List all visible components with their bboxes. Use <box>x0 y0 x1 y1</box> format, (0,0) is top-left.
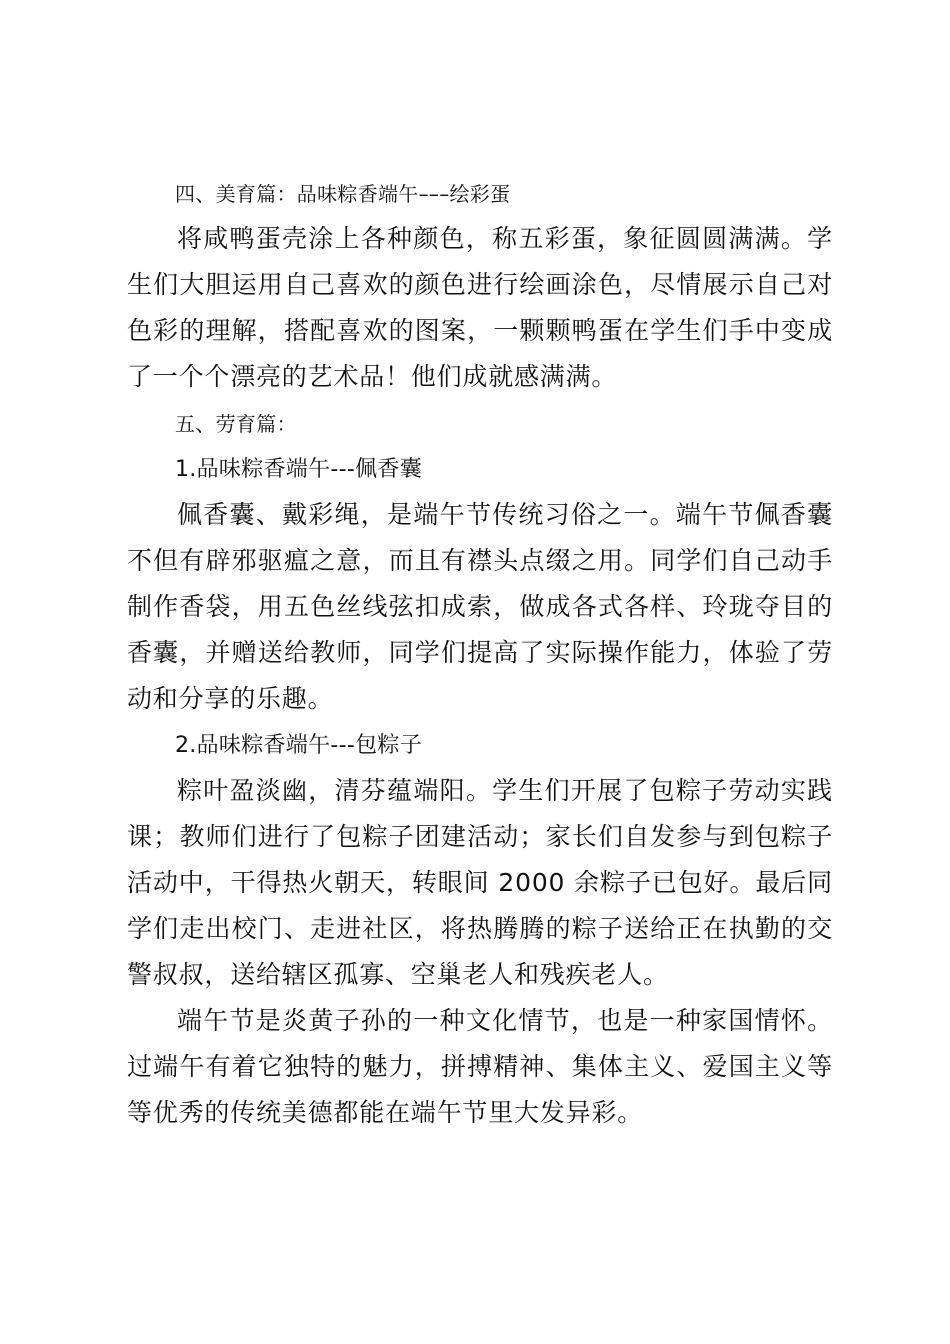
subheading-sachets: 1.品味粽香端午---佩香囊 <box>175 457 423 482</box>
section-heading-aesthetic-education: 四、美育篇：品味粽香端午–––绘彩蛋 <box>175 182 511 206</box>
subheading-zongzi: 2.品味粽香端午---包粽子 <box>175 733 423 758</box>
section-heading-labor-education: 五、劳育篇： <box>175 412 297 436</box>
paragraph-conclusion: 端午节是炎黄子孙的一种文化情节，也是一种家国情怀。过端午有着它独特的魅力，拼搏精神、集体主义、爱国主义等等优秀的传统美德都能在端午节里大发异彩。 <box>127 1006 833 1127</box>
document-body <box>127 170 833 1136</box>
paragraph-painted-eggs: 将咸鸭蛋壳涂上各种颜色，称五彩蛋，象征圆圆满满。学生们大胆运用自己喜欢的颜色进行绘画涂色，尽情展示自己对色彩的理解，搭配喜欢的图案，一颗颗鸭蛋在学生们手中变成了一个个漂亮的艺术品！他们成就感满满。 <box>127 224 833 391</box>
paragraph-sachets: 佩香囊、戴彩绳，是端午节传统习俗之一。端午节佩香囊不但有辟邪驱瘟之意，而且有襟头点缀之用。同学们自己动手制作香袋，用五色丝线弦扣成索，做成各式各样、玲珑夺目的香囊，并赠送给教师，同学们提高了实际操作能力，体验了劳动和分享的乐趣。 <box>127 500 833 713</box>
paragraph-zongzi: 粽叶盈淡幽，清芬蕴端阳。学生们开展了包粽子劳动实践课；教师们进行了包粽子团建活动；家长们自发参与到包粽子活动中，干得热火朝天，转眼间 2000 余粽子已包好。最后同学们走出校门、走进社区，将热腾腾的粽子送给正在执勤的交警叔叔，送给辖区孤寡、空巢老人和残疾老人。 <box>127 776 833 989</box>
